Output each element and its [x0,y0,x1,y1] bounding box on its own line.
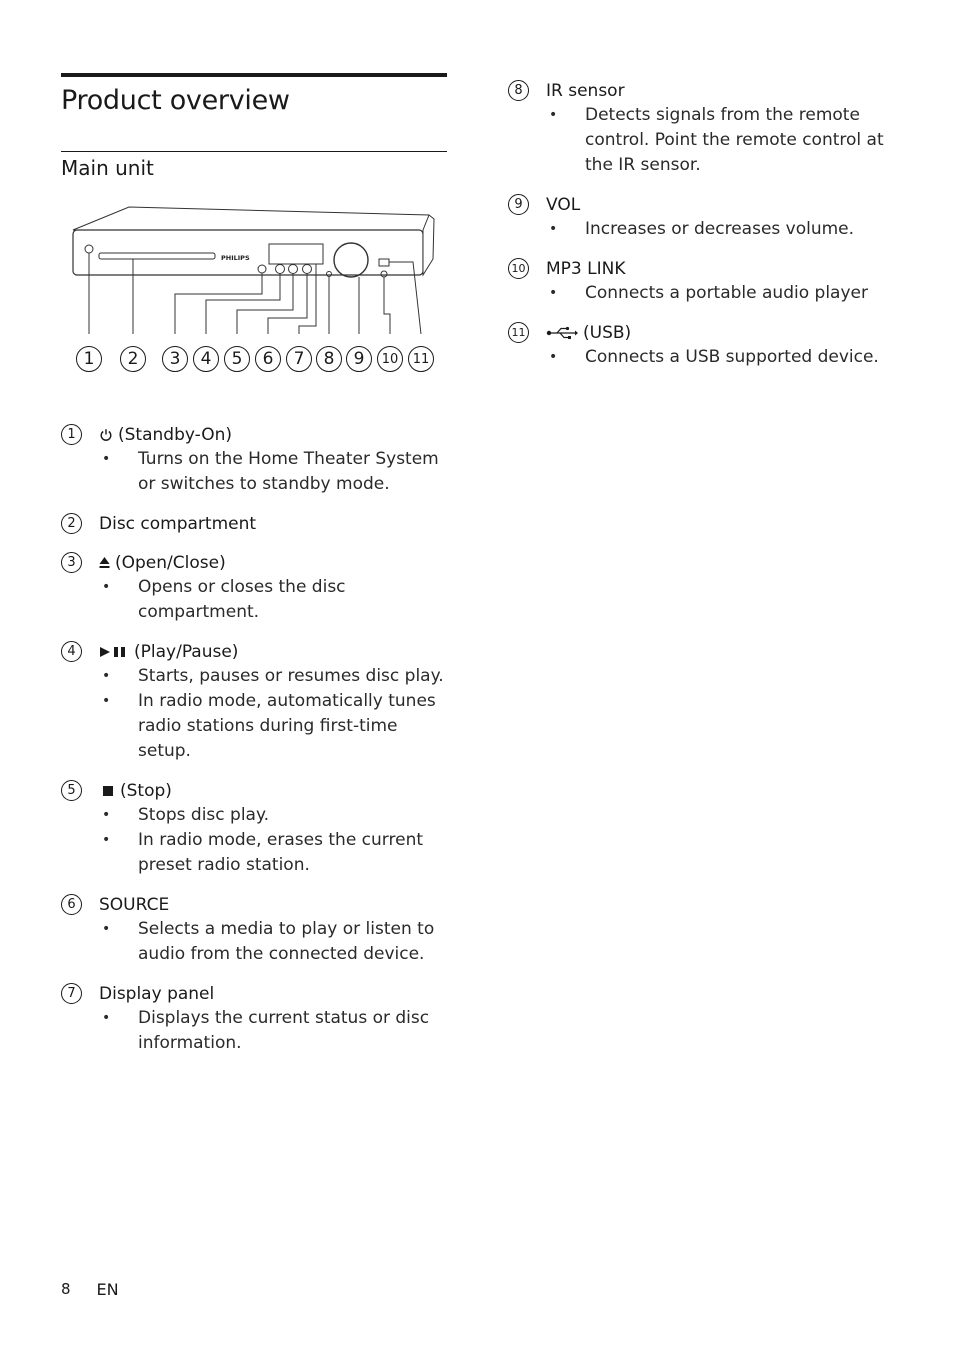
item-9 [508,192,898,242]
callout-3: 3 [162,346,188,372]
bullet-list [508,345,898,370]
callout-10: 10 [377,346,403,372]
bullet-list [61,447,453,497]
disc-slot-mark [99,253,215,259]
bullet-list [61,1006,453,1056]
item-label: (Play/Pause) [134,641,239,662]
section-title: Main unit [61,156,154,180]
item-label: IR sensor [546,80,625,101]
item-label: Disc compartment [99,513,257,534]
item-8 [508,78,898,178]
item-number: 1 [61,424,82,445]
items-right-column [508,78,898,384]
callout-8: 8 [316,346,342,372]
bullet-item: • Turns on the Home Theater System or switches to standby mode. [61,447,453,497]
page-number: 8 [61,1280,71,1298]
bullet-list [61,803,453,878]
callout-6: 6 [255,346,281,372]
item-heading [61,778,453,803]
power-icon [99,428,113,442]
item-number: 7 [61,983,82,1004]
item-number: 3 [61,552,82,573]
item-number: 2 [61,513,82,534]
item-4 [61,639,453,764]
item-2 [61,511,453,536]
item-heading [508,256,898,281]
bullet-item: • In radio mode, automatically tunes radio stations during first-time setup. [61,689,453,764]
callout-11: 11 [408,346,434,372]
page-title: Product overview [61,85,290,116]
page-footer [61,1280,119,1299]
bullet-list [61,664,453,764]
callout-1: 1 [76,346,102,372]
bullet-item: • Detects signals from the remote control. Point the remote control at the IR sensor. [508,103,898,178]
item-label: MP3 LINK [546,258,626,279]
item-10 [508,256,898,306]
item-6 [61,892,453,967]
item-heading [61,511,453,536]
bullet-item: • In radio mode, erases the current preset radio station. [61,828,453,878]
title-rule [61,73,447,77]
callout-4: 4 [193,346,219,372]
item-heading [61,981,453,1006]
bullet-list [508,281,898,306]
bullet-item: • Stops disc play. [61,803,453,828]
bullet-item: • Opens or closes the disc compartment. [61,575,453,625]
item-label: (USB) [583,322,632,343]
bullet-item: • Connects a portable audio player [508,281,898,306]
item-number: 11 [508,322,529,343]
callout-2: 2 [120,346,146,372]
item-heading [61,892,453,917]
item-label: VOL [546,194,581,215]
callout-9: 9 [346,346,372,372]
item-number: 9 [508,194,529,215]
item-5 [61,778,453,878]
left-header [61,73,447,180]
item-3 [61,550,453,625]
items-left-column [61,422,453,1070]
bullet-list [61,575,453,625]
stop-icon [99,785,115,797]
callout-5: 5 [224,346,250,372]
item-number: 6 [61,894,82,915]
bullet-item: • Increases or decreases volume. [508,217,898,242]
item-label: (Open/Close) [115,552,226,573]
bullet-list [508,217,898,242]
item-number: 5 [61,780,82,801]
item-number: 4 [61,641,82,662]
callout-7: 7 [286,346,312,372]
bullet-item: • Starts, pauses or resumes disc play. [61,664,453,689]
bullet-item: • Selects a media to play or listen to audio from the connected device. [61,917,453,967]
item-heading [61,550,453,575]
item-number: 8 [508,80,529,101]
item-heading [61,639,453,664]
section-rule [61,151,447,152]
item-label: (Stop) [120,780,172,801]
item-heading [61,422,453,447]
item-heading [508,192,898,217]
bullet-item: • Displays the current status or disc information. [61,1006,453,1056]
bullet-list [61,917,453,967]
item-7 [61,981,453,1056]
item-label: (Standby-On) [118,424,233,445]
language-code: EN [96,1280,119,1299]
eject-icon [99,556,110,569]
brand-logo: PHILIPS [221,254,250,262]
item-label: SOURCE [99,894,170,915]
bullet-item: • Connects a USB supported device. [508,345,898,370]
item-11 [508,320,898,370]
bullet-list [508,103,898,178]
play-pause-icon [99,646,129,658]
item-heading [508,78,898,103]
item-number: 10 [508,258,529,279]
main-unit-diagram [61,202,447,382]
item-1 [61,422,453,497]
item-label: Display panel [99,983,215,1004]
usb-icon [546,326,578,340]
item-heading [508,320,898,345]
